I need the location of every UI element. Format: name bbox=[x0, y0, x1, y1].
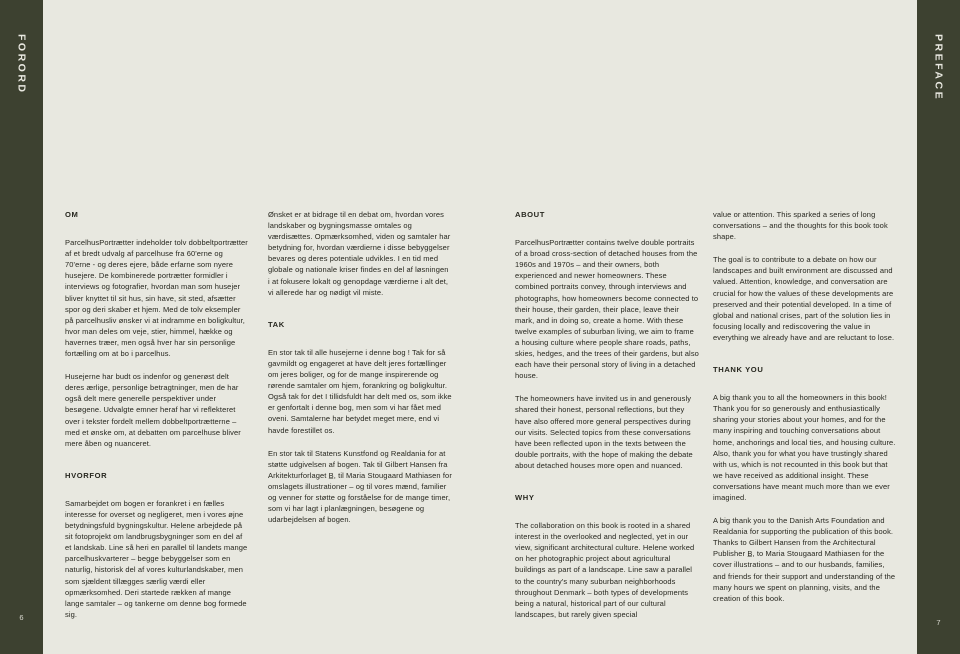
column-english-about bbox=[515, 209, 699, 620]
left-page-number: 6 bbox=[19, 613, 24, 622]
paragraph: ParcelhusPortrætter indeholder tolv dobbeltportrætter af et bredt udvalg af parcelhuse fra 60'erne og 70'erne - og deres ejere, både erfarne som nyere husejere. De kombinerede portrætter formidler i interviews og fotografier, hvordan man som husejer bliver knyttet til sit hus, sin have, sit sted, afsætter spor og deri skaber et hjem. Med de tolv eksempler på parcelhusliv ønsker vi at indramme en boligkultur, hvor man deles om veje, stier, himmel, hække og havernes træer, men også hver har sin personlige fortælling om at bo i parcelhus. bbox=[65, 238, 248, 359]
section-heading-thankyou: THANK YOU bbox=[713, 365, 764, 375]
left-spine-label: FORORD bbox=[15, 34, 28, 95]
paragraph: Ønsket er at bidrage til en debat om, hvordan vores landskaber og bygningsmasse omtales og værdisættes. Opmærksomhed, viden og samtaler har betydning for, hvordan værdierne i disse bebyggelser bevares og deres potentiale udvikles. I en tid med globale og nationale kriser findes en del af løsningen i at fokusere lokalt og genopdage værdierne i alt det, vi allerede har og nødigt vil miste. bbox=[268, 210, 451, 297]
paragraph: En stor tak til alle husejerne i denne bog ! Tak for så gavmildt og engageret at have delt jeres fortællinger om jeres boliger, og for de mange inspirerende og rørende samtaler om hjem, forankring og boligkultur. Også tak for det I tillidsfuldt har delt med os, som ikke er genfortalt i denne bog, men som vi har fået med oveni. Samtalerne har betydet meget mere, end vi havde forestillet os. bbox=[268, 347, 452, 435]
column-danish-om bbox=[65, 209, 249, 620]
section-heading-why: WHY bbox=[515, 492, 535, 502]
paragraph: The homeowners have invited us in and generously shared their honest, personal reflections, but they have also offered more general perspectives during our visits. Selected topics from these conversations have been reflected upon in the texts between the double portraits, with the hope of making the debate about detached houses more open and nuanced. bbox=[515, 394, 693, 470]
paragraph: En stor tak til Statens Kunstfond og Realdania for at støtte udgivelsen af bogen. Tak til Gilbert Hansen fra Arkitekturforlaget B̲, til Maria Stougaard Mathiasen for omslagets illustrationer – og til vores mænd, familier og venner for støtte og forståelse for de mange timer, som vi har lagt i planlægningen, besøgene og udarbejdelsen af bogen. bbox=[268, 448, 452, 525]
column-danish-tak bbox=[268, 209, 452, 525]
right-spine-label: PREFACE bbox=[932, 34, 945, 102]
paragraph: A big thank you to all the homeowners in this book! Thank you for so generously and enthusiastically sharing your stories about your homes, and for the many inspiring and touching conversations about home, anchorings and local ties, and housing culture. Also, thank you for what you have trustingly shared with us, which is not recounted in this book but that we have received as additional insight. These conversations have meant much more than we ever imagined. bbox=[713, 393, 896, 502]
right-spine-bar bbox=[917, 0, 960, 654]
section-heading-om: OM bbox=[65, 210, 79, 219]
paragraph: The goal is to contribute to a debate on how our landscapes and built environment are discussed and valued. Attention, knowledge, and conversation are crucial for how the values of these developments are preserved and their potential developed. In a time of global and national crises, part of the solution lies in focusing locally and rediscovering the value in everything we already have and are reluctant to lose. bbox=[713, 255, 895, 342]
paragraph: The collaboration on this book is rooted in a shared interest in the overlooked and neglected, yet in our view, significant architectural culture. Helene worked on her photographic project about agricultural buildings as part of a landscape. Line saw a parallel to the country's many suburban neighborhoods throughout Denmark – both types of developments being a natural, historical part of our cultural landscapes, but rarely given special bbox=[515, 521, 695, 619]
paragraph: Samarbejdet om bogen er forankret i en fælles interesse for overset og negligeret, men i vores øjne betydningsfuld bygningskultur. Helene arbejdede på sit fotoprojekt om landbrugsbygninger som en del af et landskab. Line så heri en parallel til landets mange parcelhuskvarterer – begge bebyggelser som en naturlig, historisk del af vores kulturlandskaber, men som sjældent tillægges særlig værdi eller opmærksomhed. Deri startede rækken af mange lange samtaler – og tankerne om denne bog formede sig. bbox=[65, 498, 248, 619]
column-english-thankyou bbox=[713, 209, 897, 604]
left-spine-bar bbox=[0, 0, 43, 654]
paragraph: ParcelhusPortrætter contains twelve double portraits of a broad cross-section of detached houses from the 1960s and 1970s – and their owners, both experienced and newer homeowners. These combined portraits convey, through interviews and photographs, how homeowners become connected to their house, their garden, their place, leave their mark, and in doing so, create a home. With these twelve examples of suburban living, we aim to frame a housing culture where people share roads, paths, skies, hedges, and the trees of their gardens, but also each have their personal story of living in a detached house. bbox=[515, 238, 699, 381]
section-heading-tak: TAK bbox=[268, 319, 285, 329]
right-page-number: 7 bbox=[936, 618, 941, 627]
paragraph: A big thank you to the Danish Arts Foundation and Realdania for supporting the publication of this book. Thanks to Gilbert Hansen from the Architectural Publisher B̲, to Maria Stougaard Mathiasen for the cover illustrations – and to our husbands, families, and friends for their support and understanding of the many hours we spent on planning, visits, and the creation of this book. bbox=[713, 516, 896, 603]
paragraph: value or attention. This sparked a series of long conversations – and the thoughts for this book took shape. bbox=[713, 210, 888, 242]
section-heading-hvorfor: HVORFOR bbox=[65, 470, 108, 480]
section-heading-about: ABOUT bbox=[515, 210, 545, 219]
paragraph: Husejerne har budt os indenfor og generøst delt deres ærlige, personlige betragtninger, men de har også delt mere generelle perspektiver under besøgene. Udvalgte emner heraf har vi reflekteret over i tekster fordelt mellem dobbeltportrætterne – med et ønske om, at debatten om parcelhuse bliver mere åben og nuanceret. bbox=[65, 372, 241, 448]
